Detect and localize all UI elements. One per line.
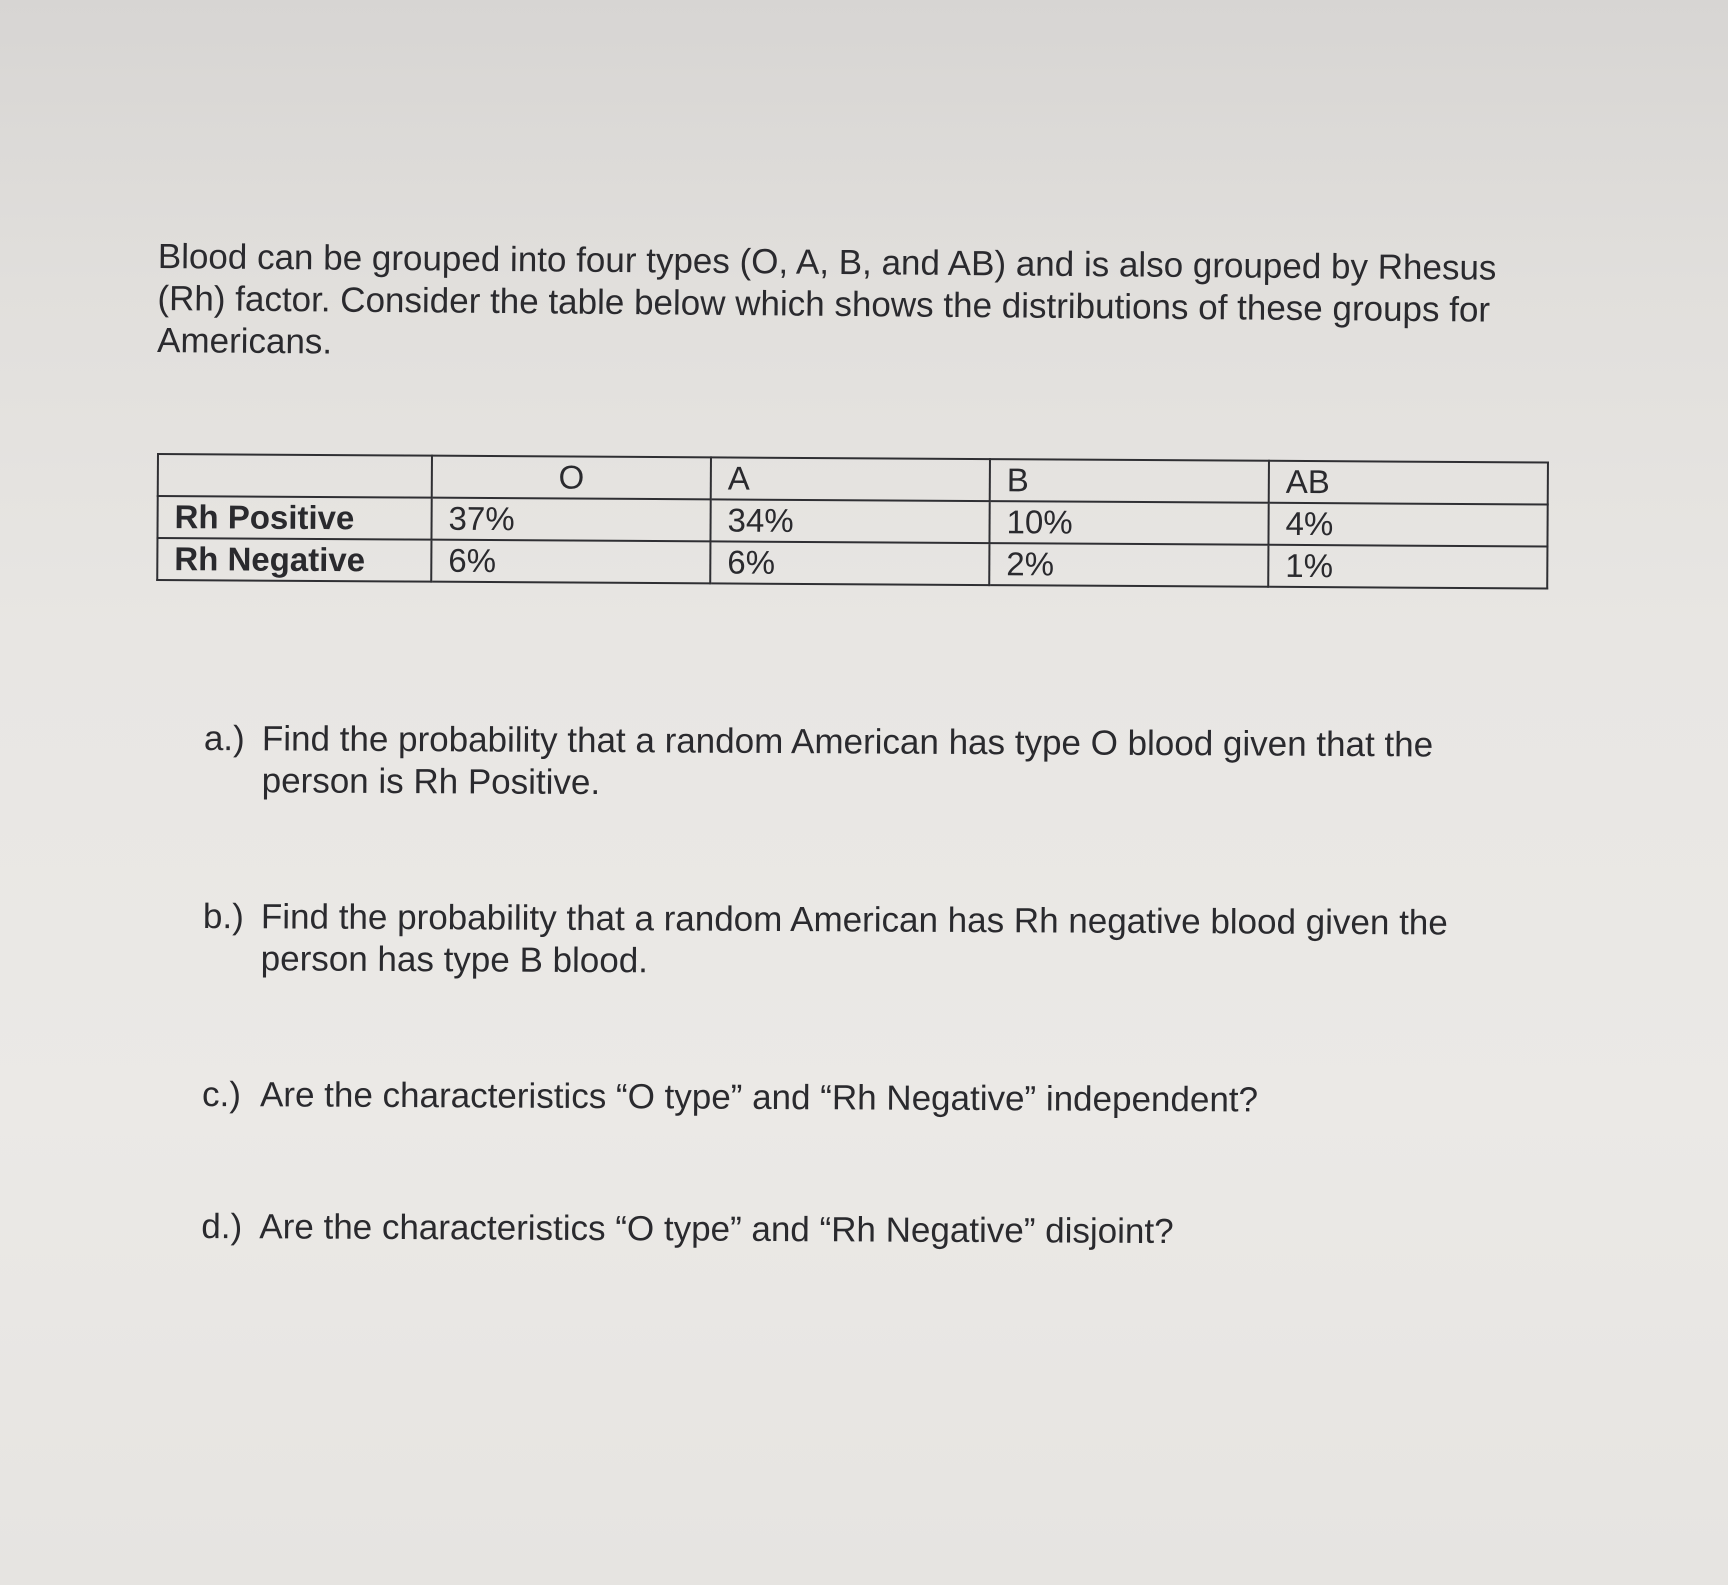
table-cell: 2% [989, 543, 1268, 587]
table-cell: 4% [1268, 503, 1547, 547]
question-text: Are the characteristics “O type” and “Rh Negative” independent? [259, 1075, 1259, 1120]
question-text: Are the characteristics “O type” and “Rh Negative” disjoint? [259, 1207, 1174, 1252]
table-cell: 10% [989, 501, 1268, 545]
question-marker: b.) [202, 896, 244, 937]
blood-type-table [156, 453, 1549, 590]
question-marker: a.) [203, 718, 245, 759]
column-header-ab: AB [1269, 461, 1548, 505]
question-marker: c.) [201, 1074, 242, 1115]
question-d [203, 1206, 1503, 1255]
table-cell: 34% [710, 499, 989, 543]
question-c [201, 1074, 1504, 1123]
question-a [203, 718, 1506, 809]
question-list [203, 718, 1506, 1349]
question-b [202, 896, 1505, 987]
question-text: Find the probability that a random American has Rh negative blood given the person has type B blood. [260, 897, 1448, 981]
row-header-rh-positive: Rh Positive [157, 496, 431, 540]
table-row [157, 538, 1547, 588]
table-corner-cell [158, 454, 432, 498]
table-cell: 1% [1268, 545, 1547, 589]
table-cell: 6% [710, 541, 989, 585]
column-header-a: A [711, 457, 990, 501]
intro-paragraph: Blood can be grouped into four types (O, A, B, and AB) and is also grouped by Rhesus (Rh) factor. Consider the table below which shows the distributions of these groups for Americans. [156, 236, 1497, 362]
question-marker: d.) [201, 1206, 243, 1247]
blood-type-table-wrapper [156, 453, 1549, 590]
question-text: Find the probability that a random American has type O blood given that the person is Rh Positive. [261, 719, 1434, 803]
table-cell: 6% [431, 540, 710, 584]
column-header-o: O [432, 456, 711, 500]
column-header-b: B [990, 459, 1269, 503]
row-header-rh-negative: Rh Negative [157, 538, 431, 582]
table-cell: 37% [431, 498, 710, 542]
